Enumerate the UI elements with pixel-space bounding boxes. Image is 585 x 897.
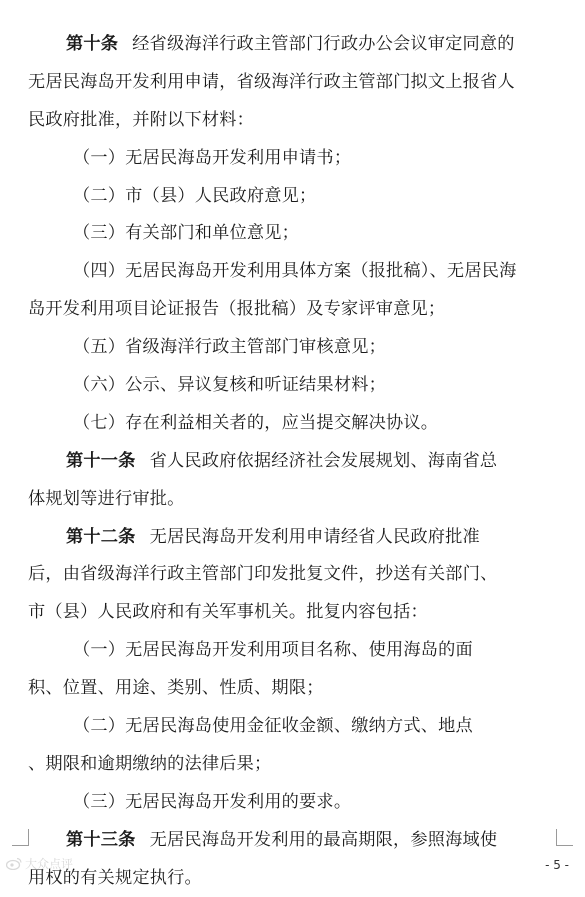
text-line (28, 708, 558, 746)
article-heading: 第十三条 (66, 829, 136, 850)
text-line (28, 367, 558, 405)
text-line (28, 405, 558, 443)
line-text: 省人民政府依据经济社会发展规划、海南省总 (149, 450, 498, 471)
text-line (28, 481, 558, 519)
line-text: 无居民海岛开发利用的最高期限，参照海域使 (149, 829, 498, 850)
document-body (28, 26, 558, 897)
text-line (28, 860, 558, 897)
line-text: 无居民海岛开发利用申请，省级海洋行政主管部门拟文上报省人 (28, 71, 515, 92)
line-text: （六）公示、异议复核和听证结果材料； (73, 375, 386, 396)
line-text: 市（县）人民政府和有关军事机关。批复内容包括： (28, 602, 428, 623)
line-text: （三）有关部门和单位意见； (73, 223, 300, 244)
line-text: 后，由省级海洋行政主管部门印发批复文件，抄送有关部门、 (28, 564, 498, 585)
corner-mark-right (556, 829, 573, 846)
watermark-text: 大众点评 (25, 857, 74, 871)
line-text: 、期限和逾期缴纳的法律后果； (28, 753, 272, 774)
article-heading: 第十二条 (66, 526, 136, 547)
text-line (28, 822, 558, 860)
line-text: 岛开发利用项目论证报告（报批稿）及专家评审意见； (28, 299, 446, 320)
text-line (28, 329, 558, 367)
line-text: （二）无居民海岛使用金征收金额、缴纳方式、地点 (73, 716, 473, 737)
line-text: 民政府批准，并附以下材料： (28, 109, 255, 130)
text-line (28, 291, 558, 329)
text-line (28, 140, 558, 178)
text-line (28, 784, 558, 822)
page-number: - 5 - (545, 858, 569, 872)
text-line (28, 670, 558, 708)
line-text: 无居民海岛开发利用申请经省人民政府批准 (149, 526, 480, 547)
weibo-icon (6, 857, 22, 870)
text-line (28, 443, 558, 481)
line-text: （七）存在利益相关者的，应当提交解决协议。 (73, 412, 439, 433)
line-text: （五）省级海洋行政主管部门审核意见； (73, 337, 386, 358)
article-heading: 第十条 (66, 34, 119, 54)
text-line (28, 632, 558, 670)
line-text: （二）市（县）人民政府意见； (73, 185, 317, 206)
line-text: 用权的有关规定执行。 (28, 867, 202, 888)
article-heading: 第十一条 (66, 450, 136, 471)
line-text: （三）无居民海岛开发利用的要求。 (73, 791, 352, 812)
text-line (28, 178, 558, 216)
watermark (6, 855, 73, 872)
line-text: （四）无居民海岛开发利用具体方案（报批稿）、无居民海 (73, 261, 517, 282)
corner-mark-left (12, 829, 29, 846)
line-text: （一）无居民海岛开发利用申请书； (73, 147, 352, 168)
text-line (28, 102, 558, 140)
line-text: 经省级海洋行政主管部门行政办公会议审定同意的 (132, 34, 515, 54)
text-line (28, 26, 558, 64)
line-text: （一）无居民海岛开发利用项目名称、使用海岛的面 (73, 640, 473, 661)
text-line (28, 253, 558, 291)
text-line (28, 746, 558, 784)
text-line (28, 594, 558, 632)
text-line (28, 519, 558, 557)
text-line (28, 556, 558, 594)
line-text: 积、位置、用途、类别、性质、期限； (28, 678, 324, 699)
text-line (28, 64, 558, 102)
text-line (28, 215, 558, 253)
line-text: 体规划等进行审批。 (28, 488, 185, 509)
